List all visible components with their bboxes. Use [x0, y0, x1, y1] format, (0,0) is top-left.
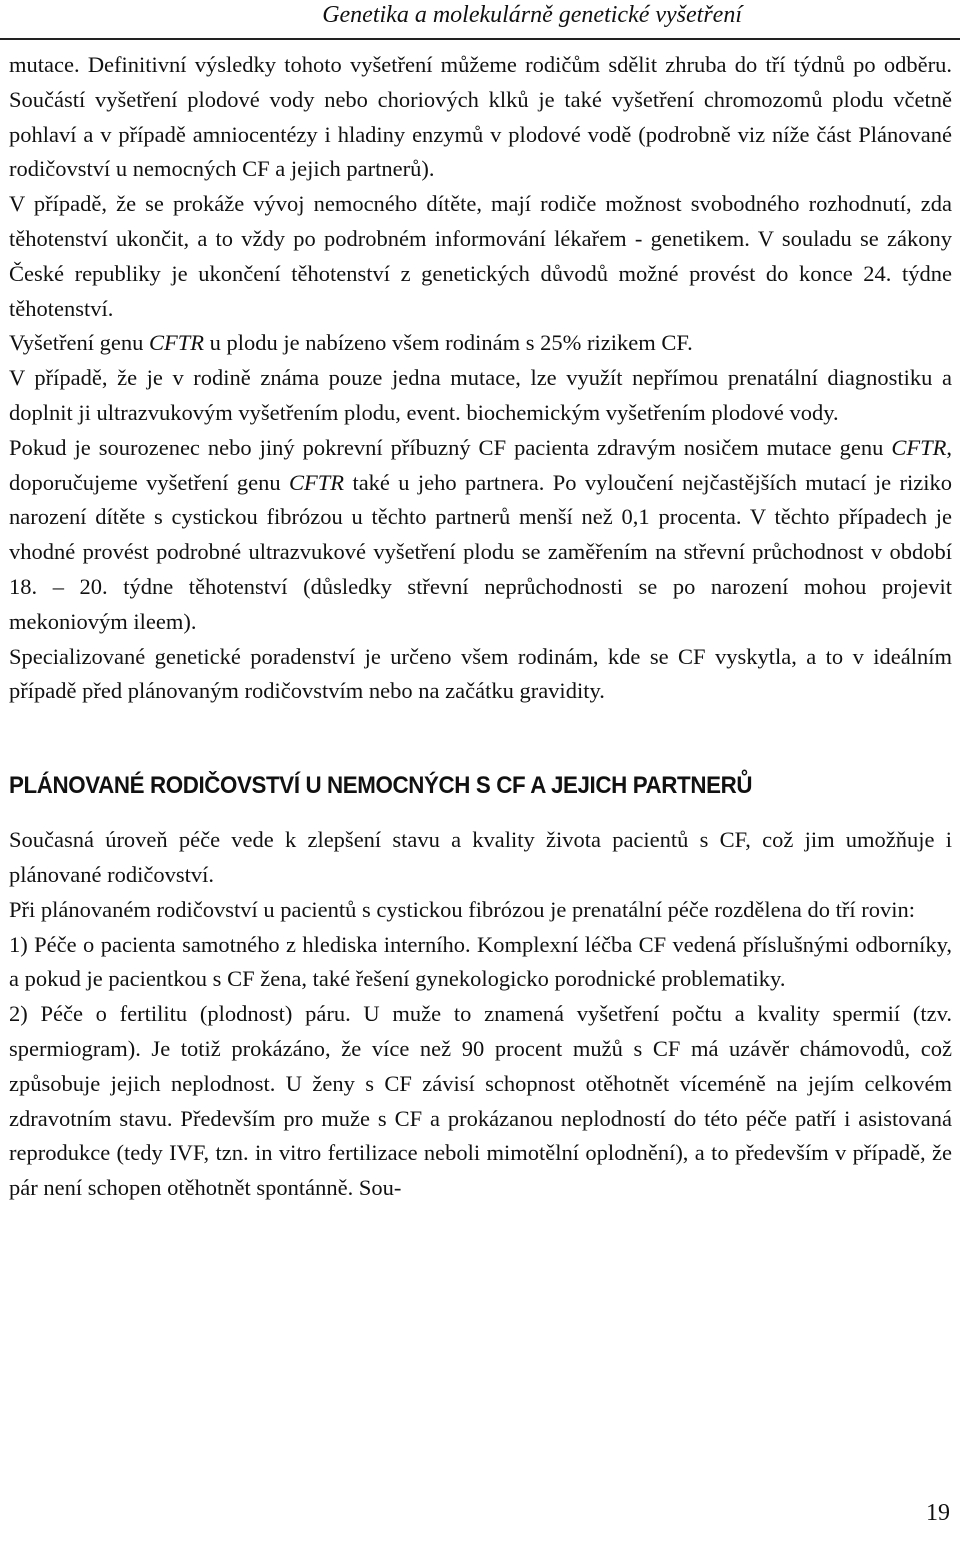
paragraph: Současná úroveň péče vede k zlepšení stavu a kvality života pacientů s CF, což jim umožňuje i plánované rodičovství.	[9, 827, 952, 887]
text-run: u plodu je nabízeno všem rodinám s 25% rizikem CF.	[203, 330, 693, 356]
paragraph	[9, 326, 952, 361]
text-run: také u jeho partnera. Po vyloučení nejčastějších mutací je riziko narození dítěte s cystickou fibrózou u těchto partnerů menší než 0,1 procenta. V těchto případech je vhodné provést podrobné ultrazvukové vyšetření plodu se zaměřením na střevní průchodnost v období 18. – 20. týdne těhotenství (důsledky střevní neprůchodnosti se po narození mohou projevit mekoniovým ileem).	[9, 469, 952, 634]
text-run: Vyšetření genu	[9, 330, 149, 356]
running-title: Genetika a molekulárně genetické vyšetření	[322, 2, 742, 28]
paragraph: Specializované genetické poradenství je určeno všem rodinám, kde se CF vyskytla, a to v ideálním případě před plánovaným rodičovstvím nebo na začátku gravidity.	[9, 643, 952, 704]
paragraph: V případě, že se prokáže vývoj nemocného dítěte, mají rodiče možnost svobodného rozhodnutí, zda těhotenství ukončit, a to vždy po podrobném informování lékařem - genetikem. V souladu se zákony České republiky je ukončení těhotenství z genetických důvodů možné provést do konce 24. týdne těhotenství.	[9, 191, 952, 321]
page-number: 19	[926, 1500, 950, 1526]
page-body	[9, 48, 952, 1206]
gene-name: CFTR	[891, 434, 947, 460]
list-item: 1) Péče o pacienta samotného z hlediska interního. Komplexní léčba CF vedená příslušnými odborníky, a pokud je pacientkou s CF žena, také řešení gynekologicko porodnické problematiky.	[9, 931, 952, 992]
paragraph: V případě, že je v rodině známa pouze jedna mutace, lze využít nepřímou prenatální diagnostiku a doplnit ji ultrazvukovým vyšetřením plodu, event. biochemickým vyšetřením plodové vody.	[9, 365, 952, 425]
text-run: Pokud je sourozenec nebo jiný pokrevní příbuzný CF pacienta zdravým nosičem mutace genu	[9, 434, 892, 460]
gene-name: CFTR	[289, 469, 345, 495]
paragraph: Při plánovaném rodičovství u pacientů s cystickou fibrózou je prenatální péče rozdělena do tří rovin:	[9, 896, 915, 922]
list-item: 2) Péče o fertilitu (plodnost) páru. U muže to znamená vyšetření počtu a kvality spermií (tzv. spermiogram). Je totiž prokázáno, že více než 90 procent mužů s CF má uzávěr chámovodů, což způsobuje jejich neplodnost. U ženy s CF závisí schopnost otěhotnět víceméně na jejím celkovém zdravotním stavu. Především pro muže s CF a prokázanou neplodností do této péče patří i asistovaná reprodukce (tedy IVF, tzn. in vitro fertilizace neboli mimotělní oplodnění), a to především v případě, že pár není schopen otěhotnět spontánně. Sou-	[9, 1001, 952, 1201]
running-header	[0, 0, 960, 40]
paragraph	[9, 431, 952, 640]
gene-name: CFTR	[148, 330, 204, 356]
paragraph: mutace. Definitivní výsledky tohoto vyšetření můžeme rodičům sdělit zhruba do tří týdnů po odběru. Součástí vyšetření plodové vody nebo choriových klků je také vyšetření chromozomů plodu včetně pohlaví a v případě amniocentézy i hladiny enzymů v plodové vodě (podrobně viz níže část Plánované rodičovství u nemocných CF a jejich partnerů).	[9, 52, 952, 182]
section-heading: PLÁNOVANÉ RODIČOVSTVÍ U NEMOCNÝCH S CF A JEJICH PARTNERŮ	[9, 772, 753, 800]
text-run: , doporučujeme vyšetření genu	[9, 434, 952, 495]
